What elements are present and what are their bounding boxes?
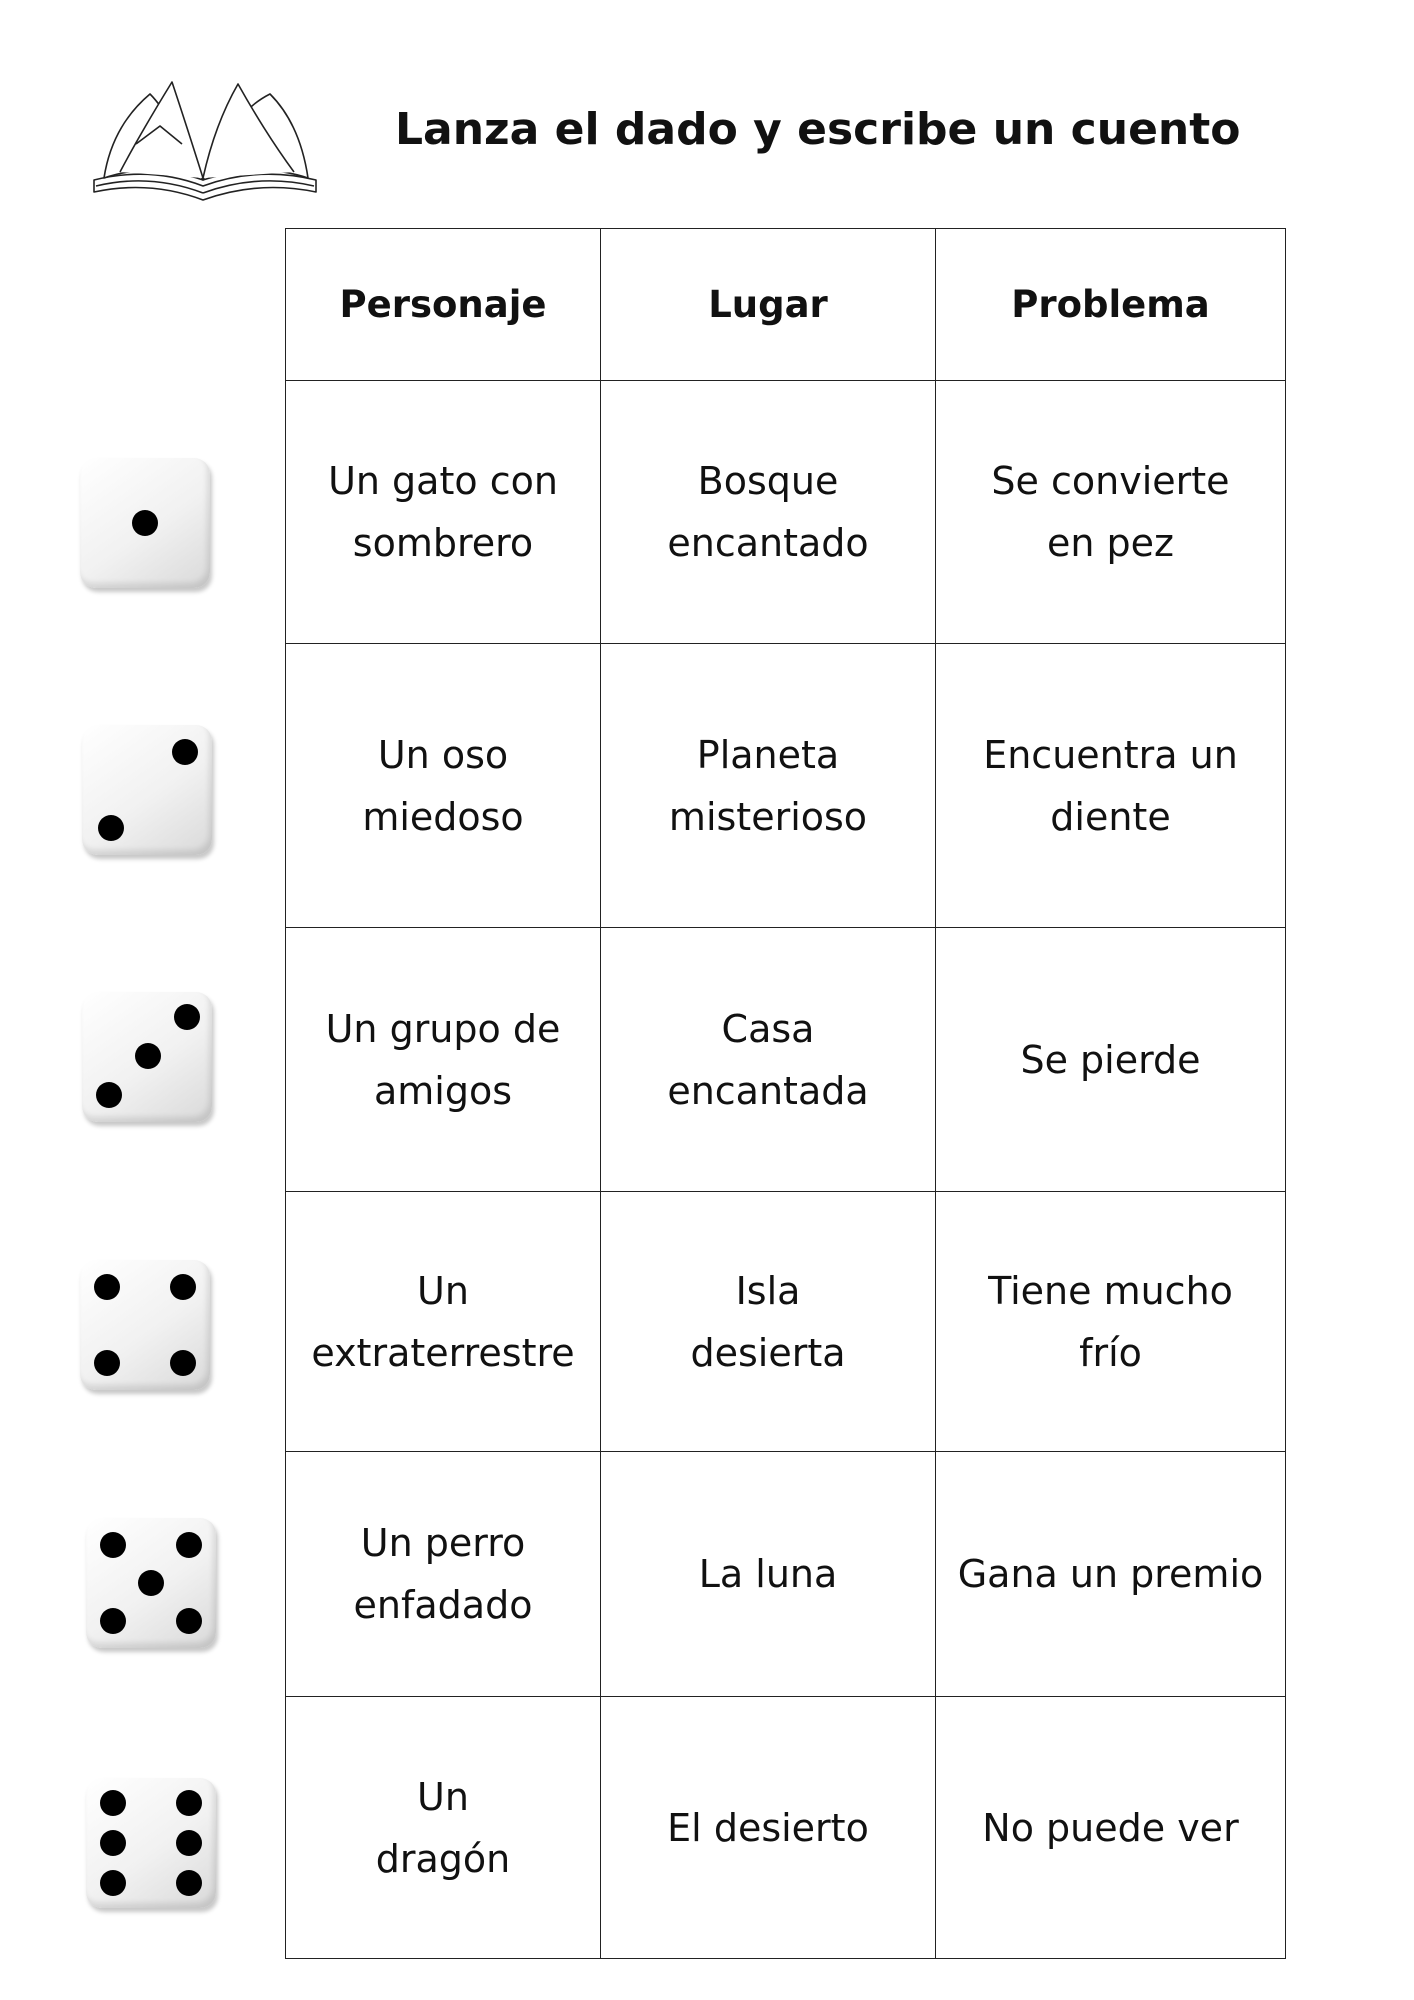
table-row	[286, 644, 1286, 928]
cell-line: desierta	[690, 1330, 846, 1375]
die-face-3-icon	[82, 992, 212, 1122]
table-row	[286, 1697, 1286, 1959]
cell-line: El desierto	[667, 1805, 869, 1850]
die-pip	[138, 1570, 164, 1596]
page-title: Lanza el dado y escribe un cuento	[395, 104, 1241, 155]
cell-line: amigos	[373, 1068, 513, 1113]
open-book-icon	[90, 74, 320, 208]
die-pip	[98, 815, 124, 841]
cell-line: Gana un premio	[957, 1552, 1264, 1596]
die-pip	[100, 1830, 126, 1856]
cell-lugar	[601, 928, 936, 1192]
story-prompt-table	[285, 228, 1286, 1959]
cell-lugar	[601, 381, 936, 644]
cell-line: encantada	[667, 1068, 869, 1113]
cell-personaje	[286, 644, 601, 928]
cell-line: dragón	[375, 1836, 511, 1881]
cell-personaje	[286, 1192, 601, 1452]
cell-problema	[936, 381, 1286, 644]
table-row	[286, 928, 1286, 1192]
cell-line: Casa	[721, 1006, 815, 1051]
cell-personaje	[286, 1697, 601, 1959]
die-pip	[94, 1274, 120, 1300]
cell-problema	[936, 1192, 1286, 1452]
cell-line: en pez	[1047, 521, 1174, 565]
cell-line: Un oso	[377, 732, 509, 777]
die-face-5-icon	[86, 1518, 216, 1648]
cell-line: Un gato con	[328, 459, 558, 503]
cell-line: Planeta	[696, 732, 840, 777]
die-pip	[132, 510, 158, 536]
cell-line: No puede ver	[982, 1805, 1239, 1850]
die-face-6-icon	[86, 1778, 216, 1908]
die-pip	[100, 1532, 126, 1558]
die-pip	[100, 1870, 126, 1896]
cell-lugar	[601, 644, 936, 928]
table-header-row	[286, 229, 1286, 381]
cell-problema	[936, 1452, 1286, 1697]
table-row	[286, 381, 1286, 644]
die-pip	[172, 739, 198, 765]
cell-line: Un perro	[360, 1521, 526, 1565]
die-pip	[176, 1790, 202, 1816]
cell-line: Encuentra un	[983, 732, 1238, 777]
die-face-2-icon	[82, 725, 212, 855]
die-pip	[94, 1350, 120, 1376]
cell-line: extraterrestre	[311, 1330, 575, 1375]
cell-line: Se convierte	[991, 459, 1230, 503]
cell-line: Un	[417, 1268, 469, 1313]
column-header-lugar: Lugar	[601, 229, 936, 381]
column-header-problema: Problema	[936, 229, 1286, 381]
cell-problema	[936, 644, 1286, 928]
cell-line: miedoso	[362, 794, 524, 839]
die-pip	[170, 1274, 196, 1300]
cell-line: Isla	[735, 1268, 801, 1313]
die-pip	[96, 1082, 122, 1108]
column-header-personaje: Personaje	[286, 229, 601, 381]
cell-lugar	[601, 1192, 936, 1452]
die-pip	[176, 1608, 202, 1634]
die-pip	[170, 1350, 196, 1376]
cell-lugar	[601, 1697, 936, 1959]
die-pip	[100, 1608, 126, 1634]
cell-line: sombrero	[352, 521, 534, 565]
cell-line: Tiene mucho	[988, 1268, 1233, 1313]
cell-line: diente	[1050, 794, 1171, 839]
cell-personaje	[286, 928, 601, 1192]
die-pip	[135, 1043, 161, 1069]
cell-line: Bosque	[697, 459, 839, 503]
die-pip	[100, 1790, 126, 1816]
die-pip	[176, 1830, 202, 1856]
cell-line: encantado	[667, 521, 869, 565]
cell-line: Un grupo de	[325, 1006, 561, 1051]
cell-personaje	[286, 1452, 601, 1697]
table-row	[286, 1192, 1286, 1452]
cell-line: misterioso	[668, 794, 868, 839]
die-face-4-icon	[80, 1260, 210, 1390]
cell-problema	[936, 1697, 1286, 1959]
cell-line: Un	[417, 1774, 469, 1819]
die-pip	[176, 1870, 202, 1896]
cell-lugar	[601, 1452, 936, 1697]
die-face-1-icon	[80, 458, 210, 588]
cell-line: frío	[1079, 1330, 1142, 1375]
cell-line: Se pierde	[1020, 1037, 1201, 1082]
table-row	[286, 1452, 1286, 1697]
die-pip	[176, 1532, 202, 1558]
cell-personaje	[286, 381, 601, 644]
cell-line: enfadado	[353, 1583, 533, 1627]
cell-problema	[936, 928, 1286, 1192]
cell-line: La luna	[698, 1552, 838, 1596]
die-pip	[174, 1004, 200, 1030]
